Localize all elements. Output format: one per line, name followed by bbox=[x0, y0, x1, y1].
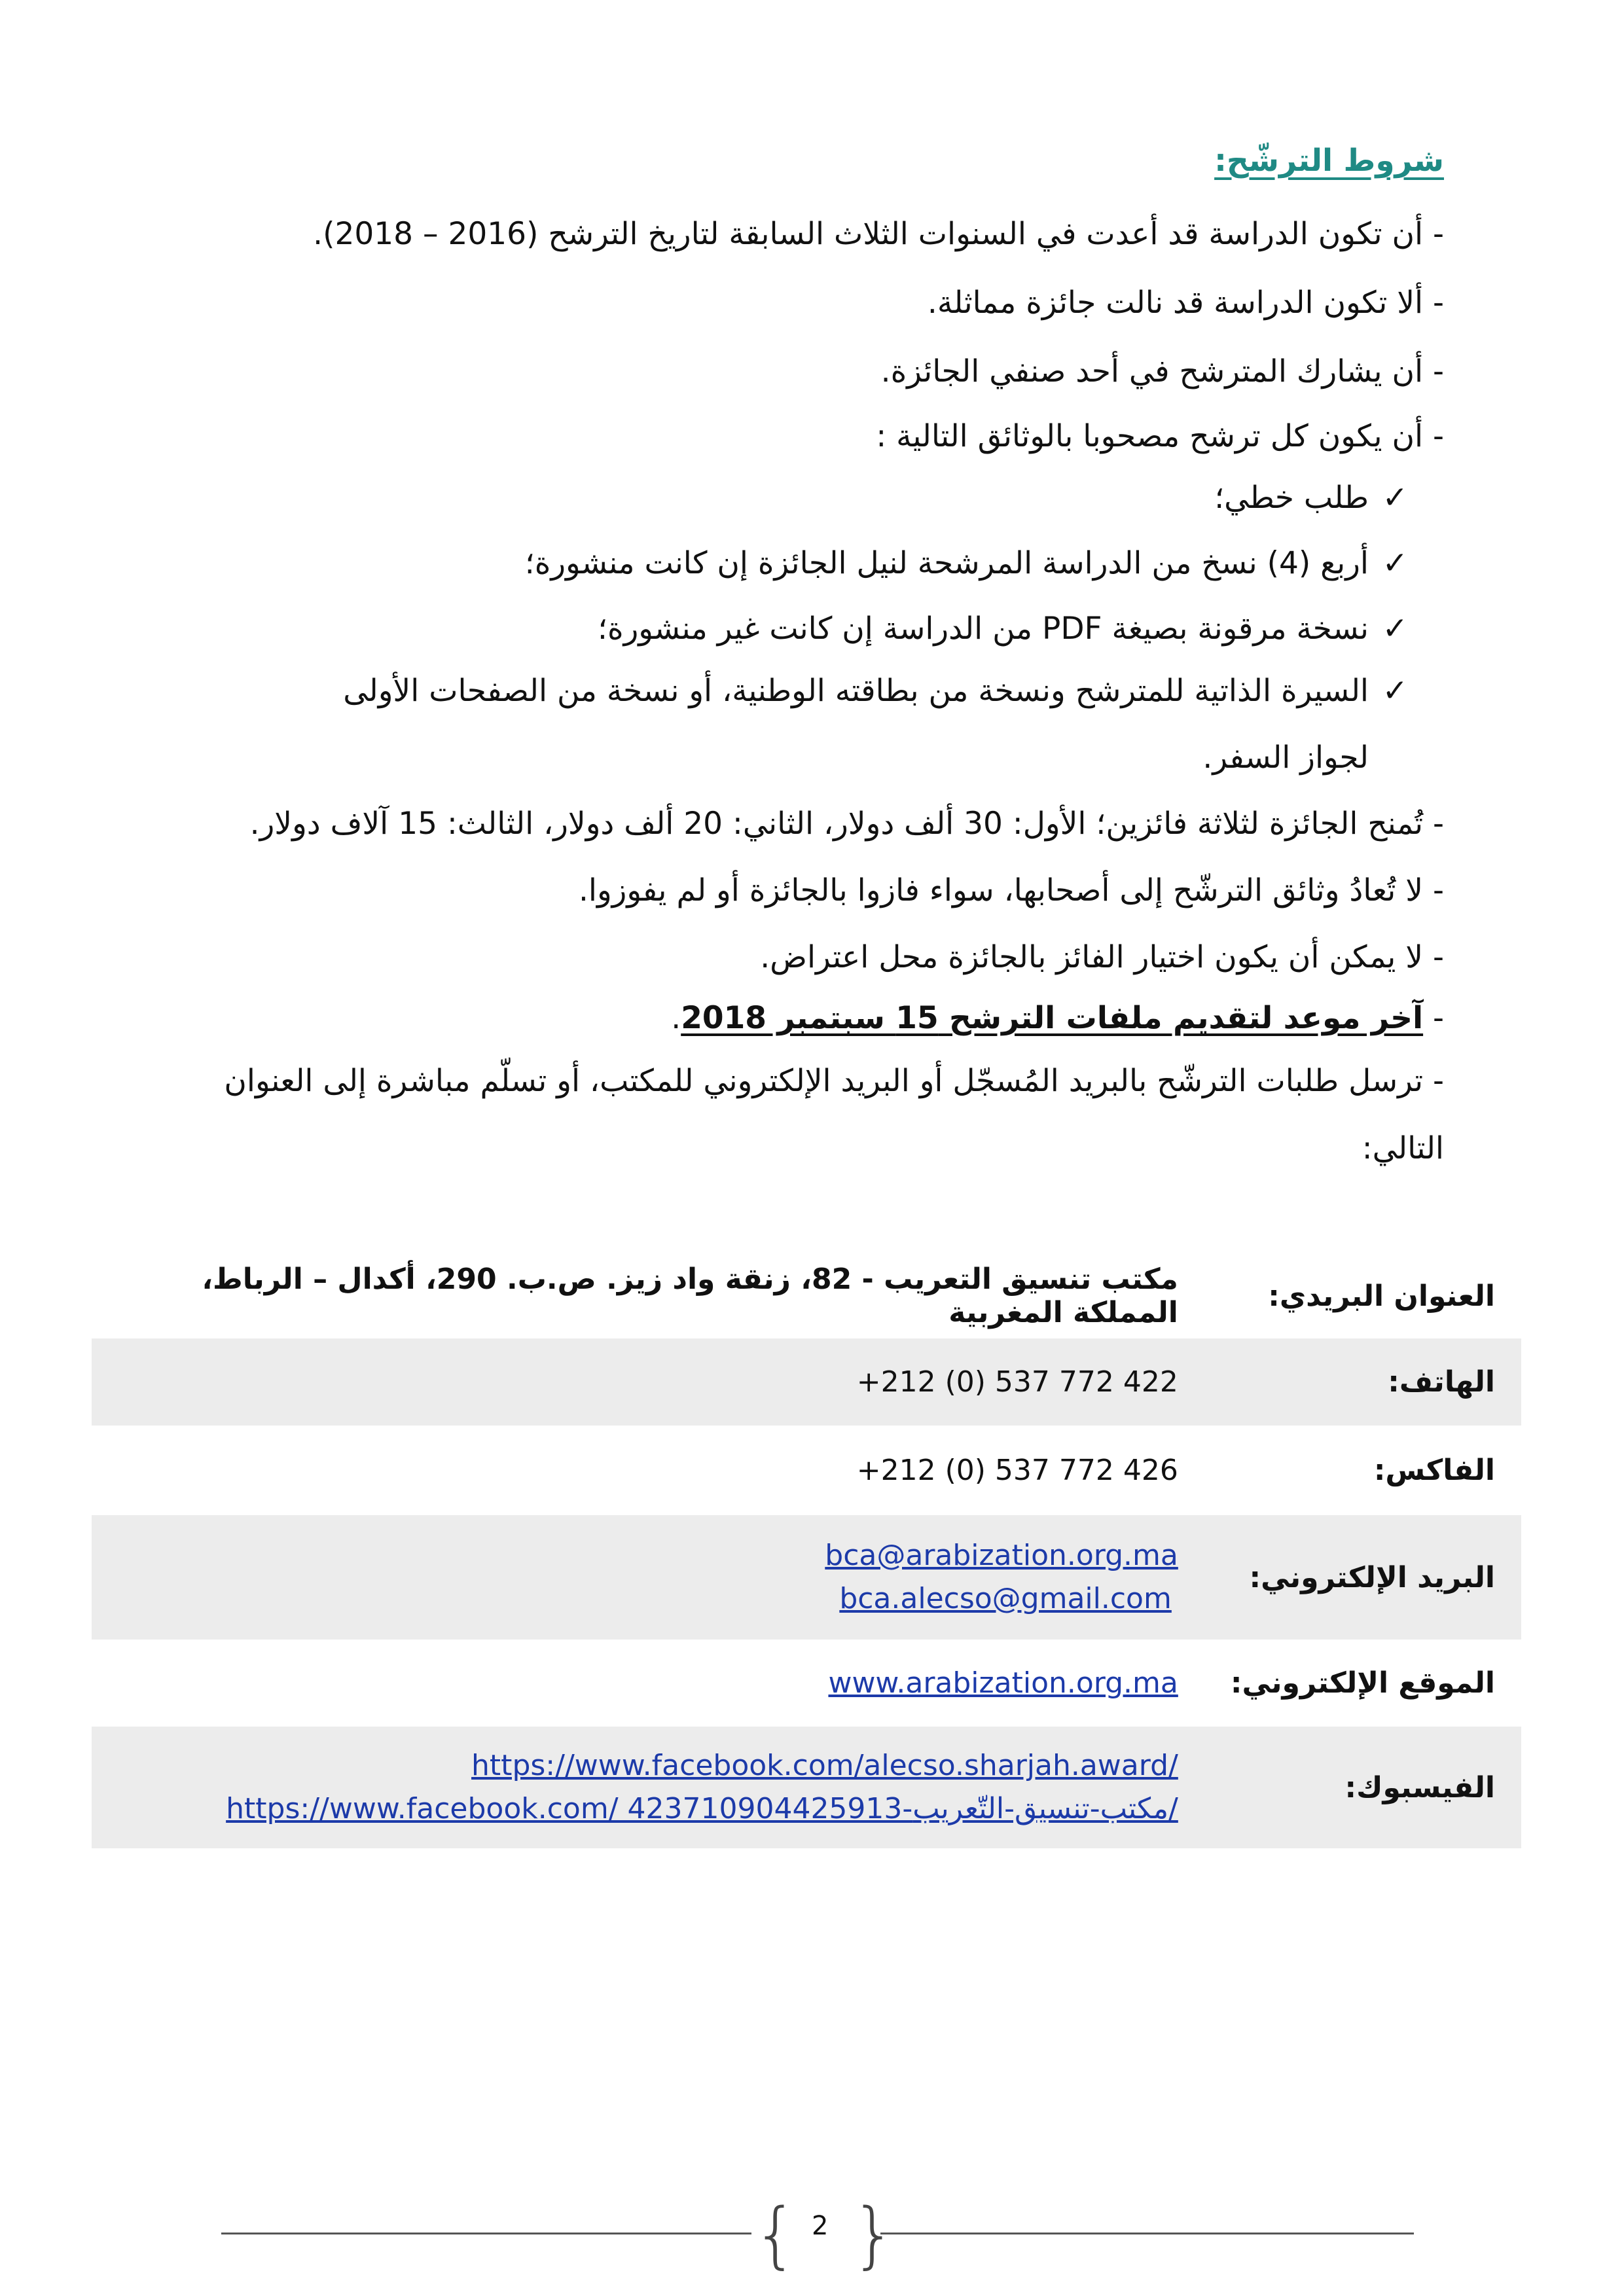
email-link-secondary[interactable]: bca.alecso@gmail.com bbox=[839, 1582, 1172, 1615]
condition-line: - ألا تكون الدراسة قد نالت جائزة مماثلة. bbox=[927, 285, 1444, 321]
checkmark-icon: ✓ bbox=[1382, 480, 1408, 516]
rule-line: - لا يمكن أن يكون اختيار الفائز بالجائزة محل اعتراض. bbox=[760, 939, 1444, 975]
phone-label: الهاتف: bbox=[1204, 1338, 1521, 1426]
condition-line: - أن يكون كل ترشح مصحوبا بالوثائق التالية : bbox=[876, 418, 1444, 454]
checkmark-icon: ✓ bbox=[1382, 545, 1408, 581]
required-document-text: السيرة الذاتية للمترشح ونسخة من بطاقته الوطنية، أو نسخة من الصفحات الأولى bbox=[343, 673, 1369, 709]
deadline-text: آخر موعد لتقديم ملفات الترشح 15 سبتمبر 2018 bbox=[681, 1000, 1424, 1036]
contact-row-postal bbox=[92, 1253, 1521, 1338]
checkmark-icon: ✓ bbox=[1382, 611, 1408, 647]
required-document-item bbox=[1214, 478, 1408, 518]
footer-rule-left bbox=[221, 2233, 751, 2234]
contact-row-website bbox=[92, 1640, 1521, 1727]
facebook-label: الفيسبوك: bbox=[1204, 1727, 1521, 1848]
page-number: 2 bbox=[812, 2211, 829, 2241]
rule-line: - تُمنح الجائزة لثلاثة فائزين؛ الأول: 30 ألف دولار، الثاني: 20 ألف دولار، الثالث: 15 آلاف دولار. bbox=[249, 806, 1444, 842]
facebook-link-award[interactable]: https://www.facebook.com/alecso.sharjah.award/ bbox=[471, 1749, 1178, 1782]
footer-rule-right bbox=[880, 2233, 1414, 2234]
deadline-line bbox=[671, 998, 1444, 1038]
deadline-suffix: . bbox=[671, 1000, 681, 1036]
facebook-link-office[interactable]: https://www.facebook.com/ 423710904425913-مكتب-تنسيق-التّعريب/ bbox=[226, 1792, 1178, 1825]
website-label: الموقع الإلكتروني: bbox=[1230, 1666, 1495, 1700]
contact-row-email bbox=[92, 1515, 1521, 1640]
contact-table bbox=[92, 1253, 1521, 1848]
contact-row-facebook bbox=[92, 1727, 1521, 1848]
postal-value: مكتب تنسيق التعريب - 82، زنقة واد زيز. ص.ب. 290، أكدال – الرباط، المملكة المغربية bbox=[202, 1263, 1178, 1329]
condition-line: - أن تكون الدراسة قد أعدت في السنوات الثلاث السابقة لتاريخ الترشح (2016 – 2018). bbox=[313, 216, 1444, 252]
required-document-item bbox=[525, 543, 1408, 583]
page-bracket-right: } bbox=[851, 2193, 897, 2276]
fax-label: الفاكس: bbox=[1373, 1454, 1495, 1487]
required-document-item bbox=[598, 609, 1408, 649]
postal-label: العنوان البريدي: bbox=[1268, 1279, 1495, 1313]
fax-value: +212 (0) 537 772 426 bbox=[856, 1454, 1178, 1487]
website-link[interactable]: www.arabization.org.ma bbox=[828, 1666, 1178, 1700]
submission-paragraph: - ترسل طلبات الترشّح بالبريد المُسجّل أو البريد الإلكتروني للمكتب، أو تسلّم مباشرة إلى العنوان التالي: bbox=[224, 1063, 1444, 1167]
required-document-text: طلب خطي؛ bbox=[1214, 480, 1369, 516]
rule-line: - لا تُعادُ وثائق الترشّح إلى أصحابها، سواء فازوا بالجائزة أو لم يفوزوا. bbox=[578, 872, 1444, 908]
condition-line: - أن يشارك المترشح في أحد صنفي الجائزة. bbox=[880, 353, 1444, 389]
required-document-continuation: لجواز السفر. bbox=[1202, 740, 1369, 776]
contact-row-phone bbox=[92, 1338, 1521, 1426]
section-heading: شروط الترشّح: bbox=[1214, 143, 1444, 179]
required-document-text: نسخة مرقونة بصيغة PDF من الدراسة إن كانت غير منشورة؛ bbox=[598, 611, 1369, 647]
page-bracket-left: { bbox=[753, 2193, 799, 2276]
contact-row-fax bbox=[92, 1426, 1521, 1515]
required-document-text: أربع (4) نسخ من الدراسة المرشحة لنيل الجائزة إن كانت منشورة؛ bbox=[524, 545, 1369, 581]
checkmark-icon: ✓ bbox=[1382, 673, 1408, 709]
deadline-prefix: - bbox=[1423, 1000, 1444, 1036]
email-link-primary[interactable]: bca@arabization.org.ma bbox=[825, 1539, 1178, 1572]
phone-value: +212 (0) 537 772 422 bbox=[856, 1365, 1178, 1399]
required-document-item bbox=[343, 671, 1408, 711]
email-label: البريد الإلكتروني: bbox=[1204, 1515, 1521, 1640]
